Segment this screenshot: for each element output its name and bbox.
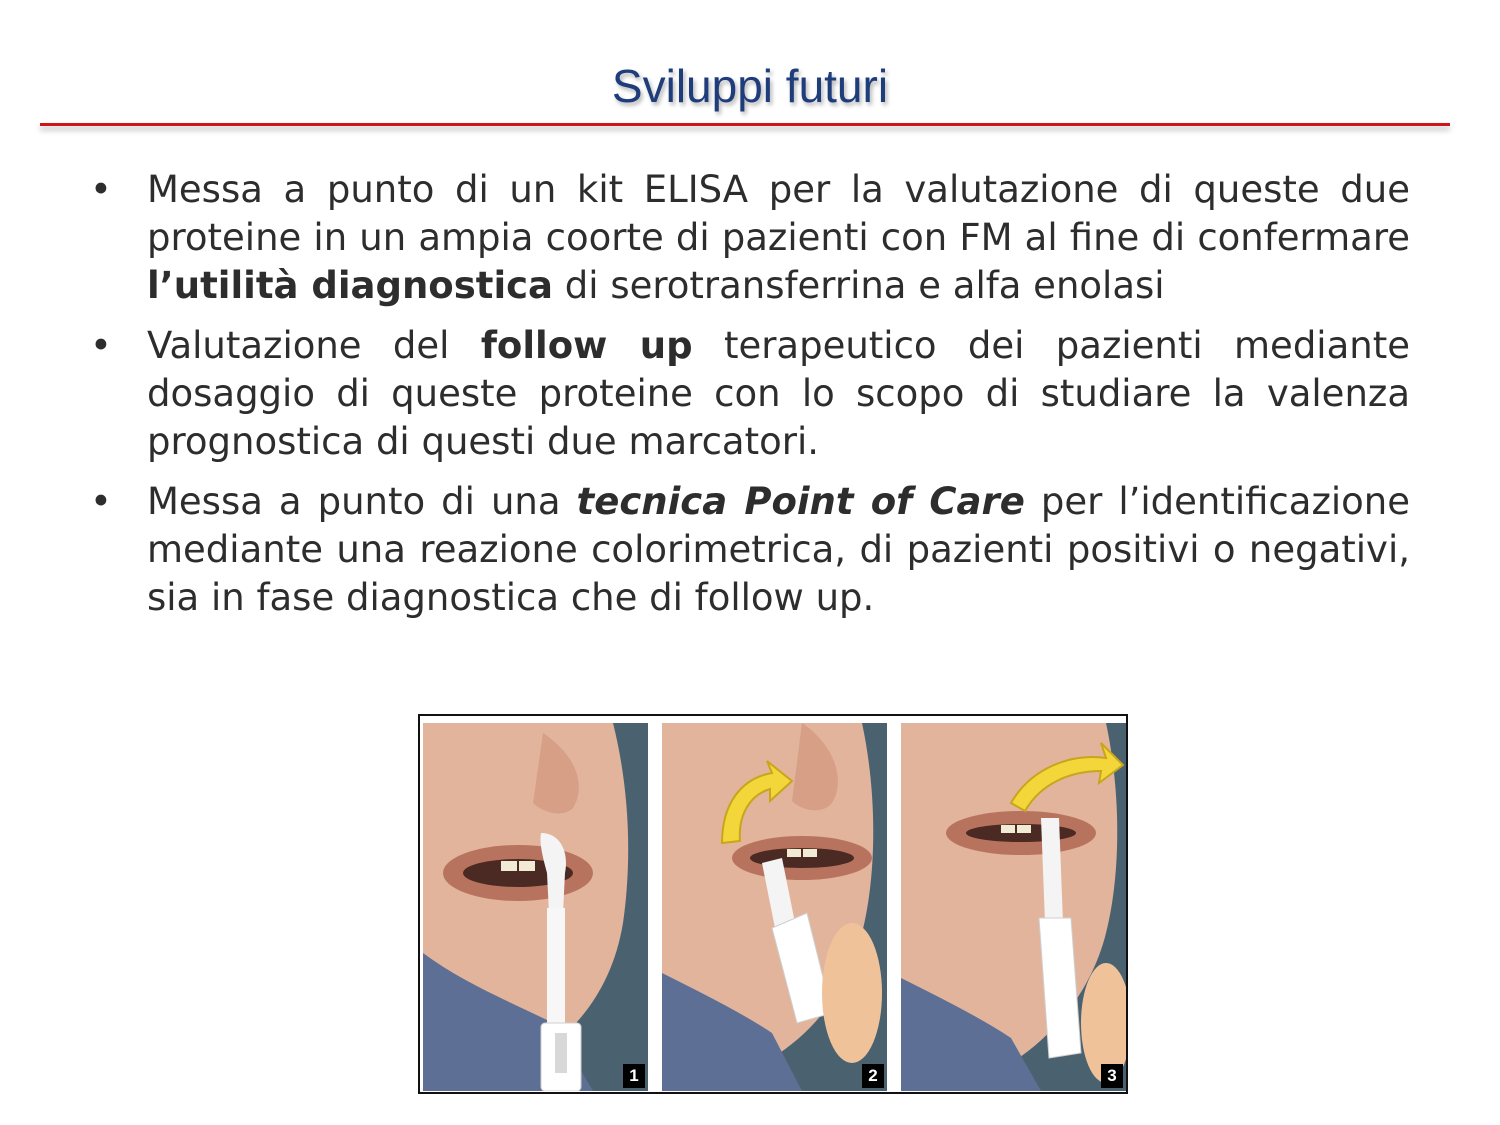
panel-number-badge: 1	[623, 1064, 645, 1088]
photo-panel-1	[423, 723, 648, 1091]
bullet-list	[80, 166, 1410, 634]
bullet-dot-icon: •	[90, 324, 112, 367]
title-underline	[40, 123, 1450, 126]
bullet-item	[80, 166, 1410, 310]
swab-remove-illustration	[901, 723, 1126, 1091]
panel-number-badge: 2	[862, 1064, 884, 1088]
bullet-dot-icon: •	[90, 168, 112, 211]
bullet-text: terapeutico dei pazienti mediante dosaggio di queste proteine con lo scopo di studiare la valenza prognostica di questi due marcatori.	[147, 324, 1410, 463]
bullet-emphasis: tecnica Point of Care	[576, 480, 1025, 523]
swab-tilt-illustration	[662, 723, 887, 1091]
swab-in-mouth-illustration	[423, 723, 648, 1091]
bullet-emphasis: follow up	[480, 324, 693, 367]
bullet-emphasis: l’utilità diagnostica	[147, 264, 554, 307]
bullet-text: Messa a punto di un kit ELISA per la valutazione di queste due proteine in un ampia coorte di pazienti con FM al fine di confermare	[147, 168, 1410, 259]
panel-number-badge: 3	[1101, 1064, 1123, 1088]
saliva-test-photo-strip	[418, 714, 1128, 1094]
bullet-text: per l’identificazione mediante una reazione colorimetrica, di pazienti positivi o negativi, sia in fase diagnostica che di follow up.	[147, 480, 1411, 619]
bullet-text: Messa a punto di una	[147, 480, 577, 523]
bullet-item	[80, 478, 1410, 622]
slide-title: Sviluppi futuri	[611, 60, 889, 112]
photo-panel-2	[662, 723, 887, 1091]
bullet-dot-icon: •	[90, 480, 112, 523]
bullet-text: Valutazione del	[147, 324, 481, 367]
bullet-item	[80, 322, 1410, 466]
photo-panel-3	[901, 723, 1126, 1091]
bullet-text: di serotransferrina e alfa enolasi	[553, 264, 1165, 307]
